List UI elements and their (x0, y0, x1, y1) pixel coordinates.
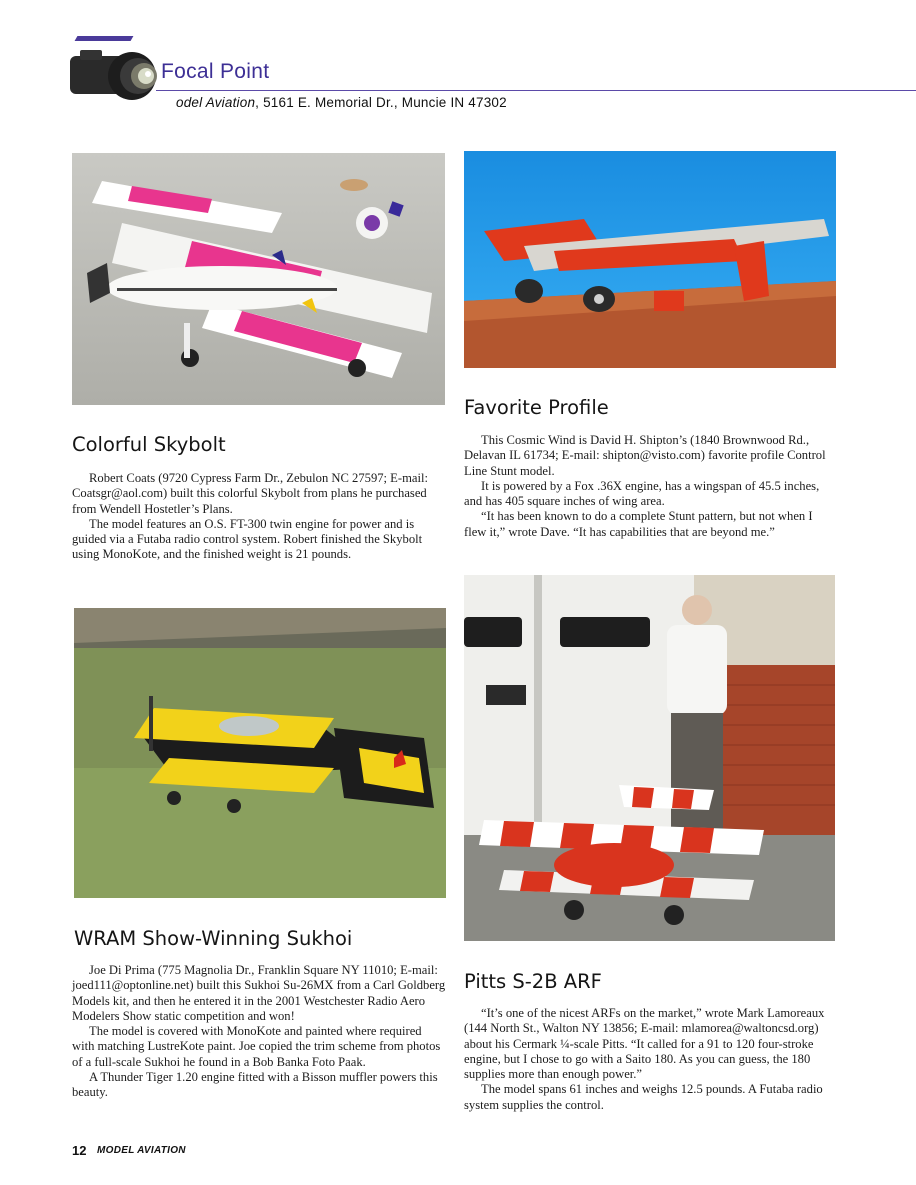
photo-sukhoi (74, 608, 446, 898)
profile-title: Favorite Profile (464, 396, 609, 419)
sukhoi-paragraph: A Thunder Tiger 1.20 engine fitted with a Bisson muffler powers this beauty. (72, 1070, 438, 1100)
skybolt-paragraph: Robert Coats (9720 Cypress Farm Dr., Zebulon NC 27597; E-mail: Coatsgr@aol.com) built this colorful Skybolt from plans he purchased from Wendell Hostetler’s Plans. (72, 471, 428, 516)
photo-cosmic-wind (464, 151, 836, 368)
section-title: Focal Point (161, 60, 270, 83)
skybolt-paragraph: The model features an O.S. FT-300 twin engine for power and is guided via a Futaba radio control system. Robert finished the Skybolt using MonoKote, and the finished weight is 21 pounds. (72, 516, 423, 562)
profile-body (464, 433, 836, 540)
sukhoi-paragraph: Joe Di Prima (775 Magnolia Dr., Franklin Square NY 11010; E-mail: joed111@optonline.net) built this Sukhoi Su-26MX from a Carl Goldberg Models kit, and then he entered it in the 2001 Westchester Radio Aero Modelers Show static competition and won! (72, 963, 446, 1023)
pitts-paragraph: “It’s one of the nicest ARFs on the market,” wrote Mark Lamoreaux (144 North St., Walton NY 13856; E-mail: mlamorea@waltoncsd.org) about his Cermark ¼-scale Pitts. “It called for a 91 to 120 four-stroke engine, but I chose to go with a Saito 180. As you can guess, the 180 supplies more than enough power.” (464, 1006, 825, 1082)
skybolt-title: Colorful Skybolt (72, 433, 226, 456)
pitts-paragraph: The model spans 61 inches and weighs 12.5 pounds. A Futaba radio system supplies the control. (464, 1082, 823, 1112)
profile-paragraph: It is powered by a Fox .36X engine, has a wingspan of 45.5 inches, and has 405 square inches of wing area. (464, 478, 820, 509)
sukhoi-title: WRAM Show-Winning Sukhoi (74, 927, 353, 950)
publisher-address (176, 95, 507, 110)
photo-skybolt (72, 153, 445, 405)
profile-paragraph: This Cosmic Wind is David H. Shipton’s (1840 Brownwood Rd., Delavan IL 61734; E-mail: shipton@visto.com) favorite profile Control Line Stunt model. (464, 433, 826, 478)
pitts-body (464, 1006, 836, 1113)
camera-icon (66, 44, 162, 104)
photo-pitts (464, 575, 835, 941)
sukhoi-body (72, 963, 446, 1101)
address-magazine-name: odel Aviation (176, 95, 256, 110)
sukhoi-paragraph: The model is covered with MonoKote and painted where required with matching LustreKote paint. Joe copied the trim scheme from photos of a full-scale Sukhoi he found in a Bob Banka Foto Paak. (72, 1024, 441, 1069)
magazine-name: MODEL AVIATION (97, 1145, 186, 1156)
skybolt-body (72, 471, 446, 563)
profile-paragraph: “It has been known to do a complete Stunt pattern, but not when I flew it,” wrote Dave. “It has capabilities that are beyond me.” (464, 509, 813, 539)
header-rule (156, 90, 916, 91)
pitts-title: Pitts S-2B ARF (464, 970, 602, 993)
address-street: , 5161 E. Memorial Dr., Muncie IN 47302 (255, 95, 507, 110)
header-accent-bar (75, 36, 134, 41)
page-number: 12 (72, 1143, 87, 1158)
